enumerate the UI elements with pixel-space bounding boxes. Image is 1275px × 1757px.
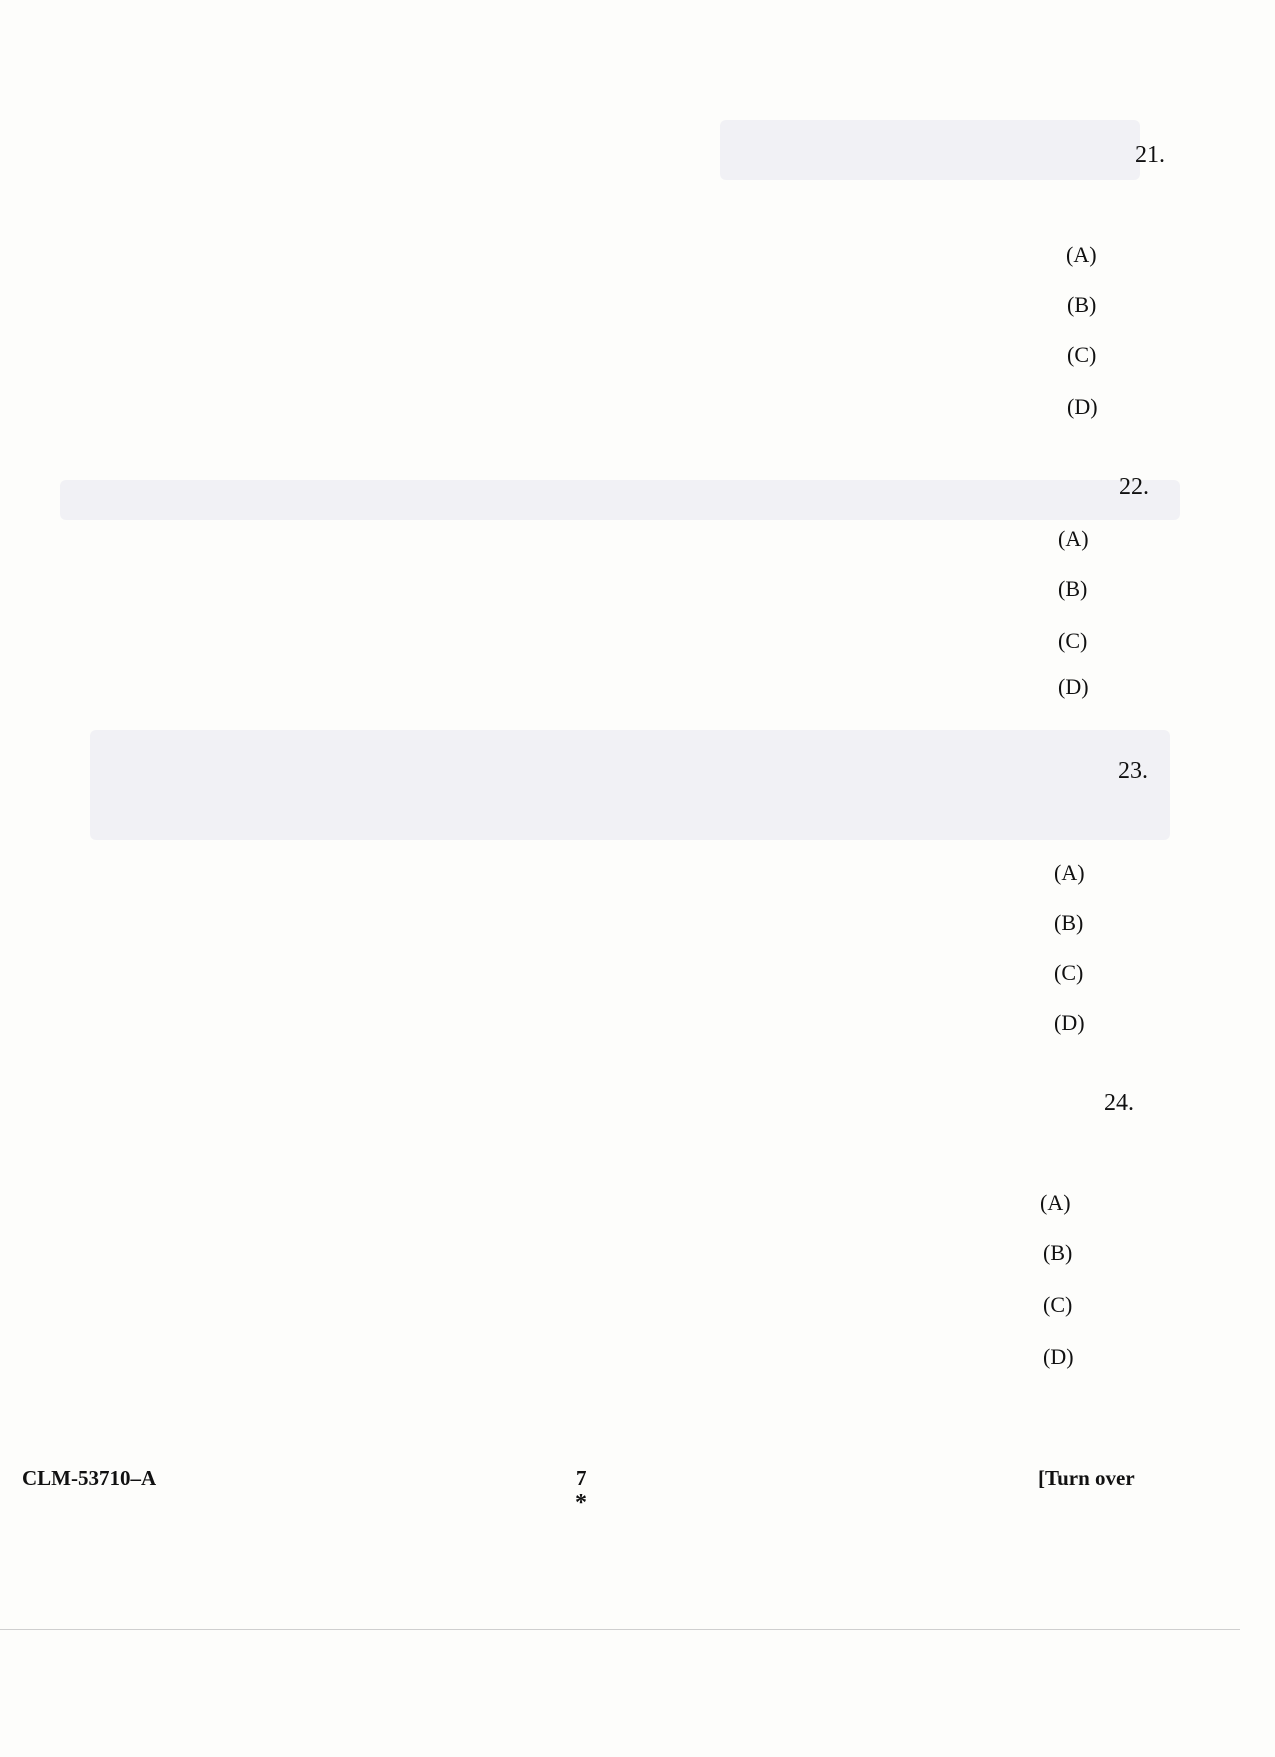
option-d-label[interactable]: (D) — [1043, 1344, 1074, 1369]
paper-code: CLM-53710–A — [22, 1466, 157, 1490]
option-d-label[interactable]: (D) — [1054, 1010, 1085, 1035]
option-d-label[interactable]: (D) — [1067, 394, 1098, 419]
bleed-through-mark — [60, 480, 1180, 520]
turn-over-note: [Turn over — [1038, 1466, 1135, 1490]
option-c-label[interactable]: (C) — [1043, 1292, 1073, 1317]
option-d-label[interactable]: (D) — [1058, 674, 1089, 699]
option-a-label[interactable]: (A) — [1040, 1190, 1071, 1215]
option-c-label[interactable]: (C) — [1058, 628, 1088, 653]
bleed-through-mark — [90, 730, 1170, 840]
option-b-label[interactable]: (B) — [1058, 576, 1088, 601]
question-number: 22. — [1119, 474, 1149, 500]
question-number: 21. — [1135, 142, 1165, 168]
option-b-label[interactable]: (B) — [1054, 910, 1084, 935]
option-b-label[interactable]: (B) — [1067, 292, 1097, 317]
option-a-label[interactable]: (A) — [1058, 526, 1089, 551]
page-number: 7 — [576, 1466, 587, 1490]
bleed-through-mark — [720, 120, 1140, 180]
option-c-label[interactable]: (C) — [1054, 960, 1084, 985]
star-mark: * — [575, 1490, 587, 1516]
option-c-label[interactable]: (C) — [1067, 342, 1097, 367]
question-number: 24. — [1104, 1090, 1134, 1116]
option-a-label[interactable]: (A) — [1066, 242, 1097, 267]
bottom-rule — [0, 1629, 1240, 1630]
option-a-label[interactable]: (A) — [1054, 860, 1085, 885]
question-number: 23. — [1118, 758, 1148, 784]
option-b-label[interactable]: (B) — [1043, 1240, 1073, 1265]
